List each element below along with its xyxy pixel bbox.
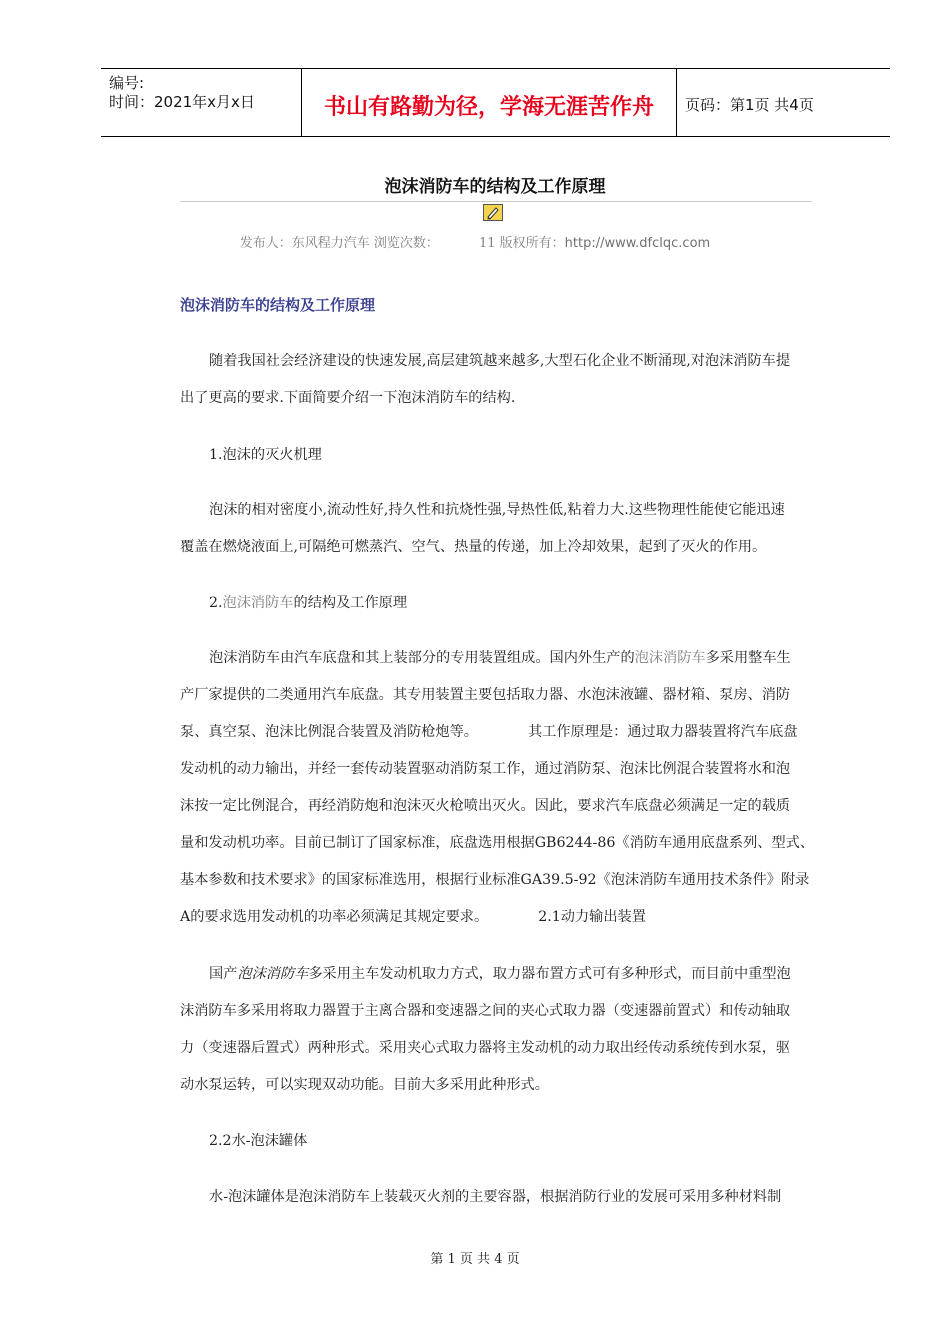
text-run: 多采用主车发动机取力方式，取力器布置方式可有多种形式，而目前中重型泡: [308, 966, 791, 982]
title-divider: [180, 201, 812, 202]
paragraph-line: 出了更高的要求.下面简要介绍一下泡沫消防车的结构.: [180, 390, 516, 406]
text-run: 多采用整车生: [705, 650, 791, 666]
foam-truck-link[interactable]: 泡沫消防车: [634, 650, 706, 666]
paragraph-line: 沫按一定比例混合，再经消防炮和泡沫灭火枪喷出灭火。因此，要求汽车底盘必须满足一定的载质: [180, 798, 791, 814]
document-time-label: 时间：2021年x月x日: [109, 93, 255, 111]
meta-rights: 版权所有：: [499, 236, 565, 251]
article-title: 泡沫消防车的结构及工作原理: [384, 177, 606, 197]
paragraph-line: [180, 906, 646, 926]
paragraph-line: 动水泵运转，可以实现双动功能。目前大多采用此种形式。: [180, 1077, 549, 1093]
heading-prefix: 2.: [209, 595, 223, 611]
meta-prefix: 发布人：东风程力汽车 浏览次数：: [239, 236, 439, 251]
paragraph-line: 随着我国社会经济建设的快速发展,高层建筑越来越多,大型石化企业不断涌现,对泡沫消防车提: [209, 353, 791, 369]
header-left-cell: [101, 69, 302, 136]
paragraph-line: 泡沫的相对密度小,流动性好,持久性和抗烧性强,导热性低,粘着力大.这些物理性能使它能迅速: [209, 502, 785, 518]
subheading-power-output: 2.1动力输出装置: [538, 909, 646, 925]
heading-text: 2.2水-泡沫罐体: [209, 1133, 308, 1149]
page-footer: 第 1 页 共 4 页: [430, 1252, 520, 1267]
paragraph-line: [180, 721, 798, 741]
paragraph-line: 产厂家提供的二类通用汽车底盘。其专用装置主要包括取力器、水泡沫液罐、器材箱、泵房、消防: [180, 687, 791, 703]
paragraph-line: 发动机的动力输出，并经一套传动装置驱动消防泵工作，通过消防泵、泡沫比例混合装置将水和泡: [180, 761, 791, 777]
paragraph-line: 量和发动机功率。目前已制订了国家标准，底盘选用根据GB6244-86《消防车通用底盘系列、型式、: [180, 835, 815, 851]
edit-pencil-icon[interactable]: [483, 204, 503, 221]
heading-text: [180, 592, 407, 612]
text-run: 泵、真空泵、泡沫比例混合装置及消防枪炮等。: [180, 724, 478, 740]
text-run: 泡沫消防车由汽车底盘和其上装部分的专用装置组成。国内外生产的: [209, 650, 635, 666]
paragraph-line: [180, 647, 791, 667]
header-motto: 书山有路勤为径，学海无涯苦作舟: [323, 95, 654, 120]
paragraph-line: 沫消防车多采用将取力器置于主离合器和变速器之间的夹心式取力器（变速器前置式）和传动轴取: [180, 1003, 791, 1019]
site-url-link[interactable]: http://www.dfclqc.com: [564, 236, 711, 251]
paragraph-line: 力（变速器后置式）两种形式。采用夹心式取力器将主发动机的动力取出经传动系统传到水泵，驱: [180, 1040, 791, 1056]
view-count: 11: [478, 236, 496, 251]
paragraph-line: [180, 963, 791, 983]
heading-suffix: 的结构及工作原理: [293, 595, 408, 611]
article-meta: [0, 232, 950, 251]
paragraph-line: 基本参数和技术要求》的国家标准选用，根据行业标准GA39.5-92《泡沫消防车通用技术条件》附录: [180, 872, 810, 888]
text-run: A的要求选用发动机的功率必须满足其规定要求。: [180, 909, 489, 925]
document-header-table: [101, 68, 890, 137]
foam-truck-italic-link[interactable]: 泡沫消防车: [237, 966, 309, 982]
text-run: 国产: [209, 966, 238, 982]
header-center-cell: [302, 69, 677, 136]
text-run: 其工作原理是：通过取力器装置将汽车底盘: [527, 724, 798, 740]
section-heading: 泡沫消防车的结构及工作原理: [180, 296, 376, 314]
paragraph-line: 覆盖在燃烧液面上,可隔绝可燃蒸汽、空气、热量的传递，加上冷却效果，起到了灭火的作用。: [180, 539, 767, 555]
document-number-label: 编号:: [109, 74, 145, 92]
heading-text: 1.泡沫的灭火机理: [209, 447, 322, 463]
header-right-cell: [677, 69, 890, 136]
page-info-label: 页码：第1页 共4页: [685, 96, 814, 114]
foam-truck-link[interactable]: 泡沫消防车: [222, 595, 294, 611]
paragraph-line: 水-泡沫罐体是泡沫消防车上装载灭火剂的主要容器，根据消防行业的发展可采用多种材料制: [209, 1189, 782, 1205]
